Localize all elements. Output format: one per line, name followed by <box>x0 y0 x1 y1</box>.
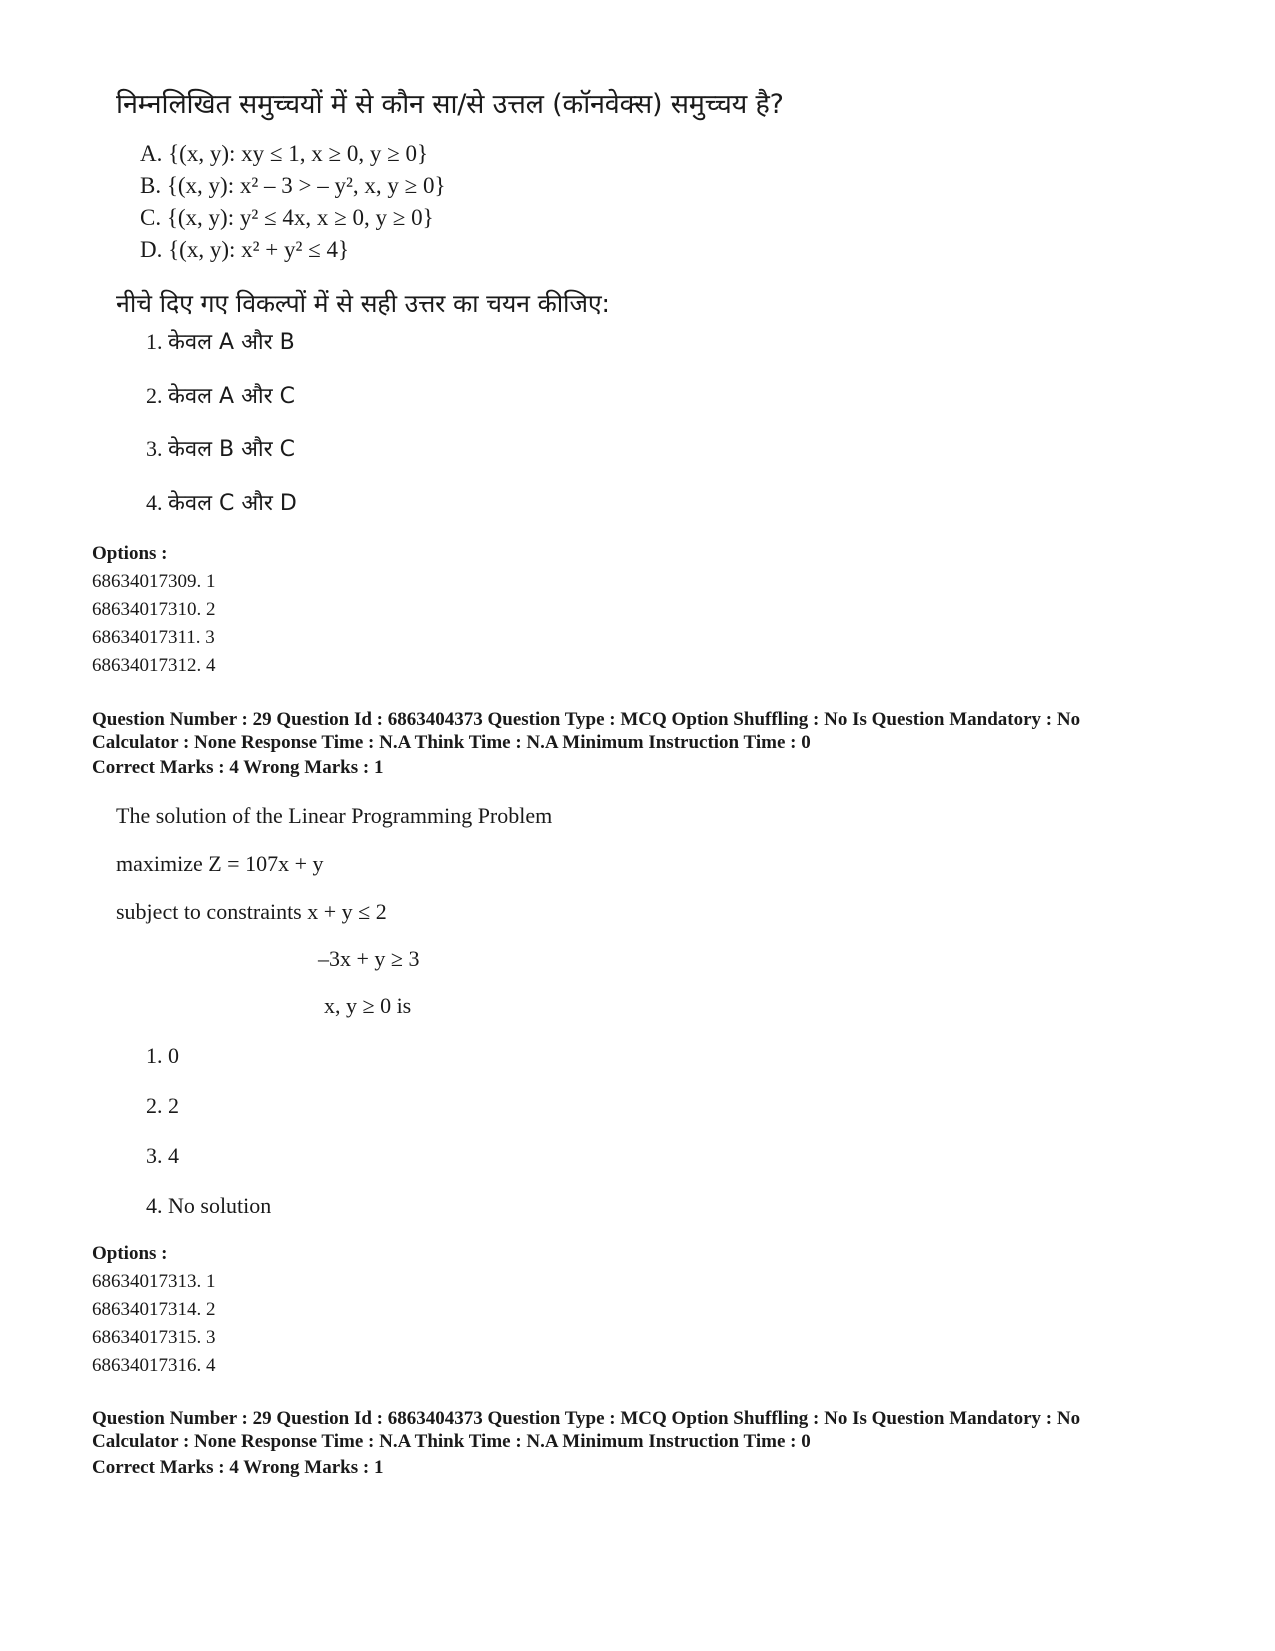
option-id: 68634017310. 2 <box>92 599 216 620</box>
set-item-d <box>140 234 446 266</box>
answer-choice: 2. 2 <box>146 1093 179 1118</box>
objective-function: maximize Z = 107x + y <box>116 851 324 876</box>
options-label: Options : <box>92 1243 168 1264</box>
choice-text: केवल A और B <box>168 330 295 355</box>
option-id: 68634017312. 4 <box>92 655 216 676</box>
constraint: x, y ≥ 0 is <box>324 993 412 1018</box>
choice-number: 1. <box>146 329 163 354</box>
choice-text: केवल C और D <box>168 491 297 516</box>
answer-choice <box>146 326 295 356</box>
answer-choice: 3. 4 <box>146 1143 179 1168</box>
options-list <box>92 1240 216 1380</box>
answer-choice <box>146 433 295 463</box>
set-item-a <box>140 138 446 170</box>
marks-line: Correct Marks : 4 Wrong Marks : 1 <box>92 1457 384 1478</box>
set-list <box>140 138 446 266</box>
set-item-c <box>140 202 446 234</box>
meta-line: Question Number : 29 Question Id : 6863404373 Question Type : MCQ Option Shuffling : No Is Question Mandatory : No <box>92 1408 1081 1429</box>
choice-text: केवल A और C <box>168 384 295 409</box>
option-id: 68634017309. 1 <box>92 571 216 592</box>
set-expression: {(x, y): x² – 3 > – y², x, y ≥ 0} <box>166 173 446 198</box>
choice-number: 3. <box>146 436 163 461</box>
answer-choice: 4. No solution <box>146 1193 272 1218</box>
option-id: 68634017314. 2 <box>92 1299 216 1320</box>
set-expression: {(x, y): y² ≤ 4x, x ≥ 0, y ≥ 0} <box>166 205 434 230</box>
choice-number: 4. <box>146 490 163 515</box>
marks-line: Correct Marks : 4 Wrong Marks : 1 <box>92 757 384 778</box>
question-instruction: नीचे दिए गए विकल्पों में से सही उत्तर का चयन कीजिए: <box>116 289 610 318</box>
answer-choice: 1. 0 <box>146 1043 179 1068</box>
set-label: B. <box>140 173 162 198</box>
options-list <box>92 540 216 680</box>
meta-line: Calculator : None Response Time : N.A Think Time : N.A Minimum Instruction Time : 0 <box>92 732 811 753</box>
option-id: 68634017316. 4 <box>92 1355 216 1376</box>
set-expression: {(x, y): x² + y² ≤ 4} <box>168 237 350 262</box>
option-id: 68634017313. 1 <box>92 1271 216 1292</box>
choice-number: 2. <box>146 383 163 408</box>
option-id: 68634017315. 3 <box>92 1327 216 1348</box>
constraint: –3x + y ≥ 3 <box>318 946 420 971</box>
meta-line: Question Number : 29 Question Id : 6863404373 Question Type : MCQ Option Shuffling : No Is Question Mandatory : No <box>92 709 1081 730</box>
set-label: C. <box>140 205 162 230</box>
options-label: Options : <box>92 543 168 564</box>
set-item-b <box>140 170 446 202</box>
question-meta <box>92 1407 1080 1453</box>
choice-text: केवल B और C <box>168 437 295 462</box>
constraint-intro: subject to constraints x + y ≤ 2 <box>116 899 387 924</box>
answer-choice <box>146 487 297 517</box>
meta-line: Calculator : None Response Time : N.A Think Time : N.A Minimum Instruction Time : 0 <box>92 1431 811 1452</box>
set-label: D. <box>140 237 163 262</box>
question-title: निम्नलिखित समुच्चयों में से कौन सा/से उत्तल (कॉनवेक्स) समुच्चय है? <box>116 89 784 120</box>
set-label: A. <box>140 141 163 166</box>
option-id: 68634017311. 3 <box>92 627 215 648</box>
question-stem: The solution of the Linear Programming Problem <box>116 803 553 828</box>
answer-choice <box>146 380 295 410</box>
question-meta <box>92 708 1080 754</box>
set-expression: {(x, y): xy ≤ 1, x ≥ 0, y ≥ 0} <box>168 141 429 166</box>
